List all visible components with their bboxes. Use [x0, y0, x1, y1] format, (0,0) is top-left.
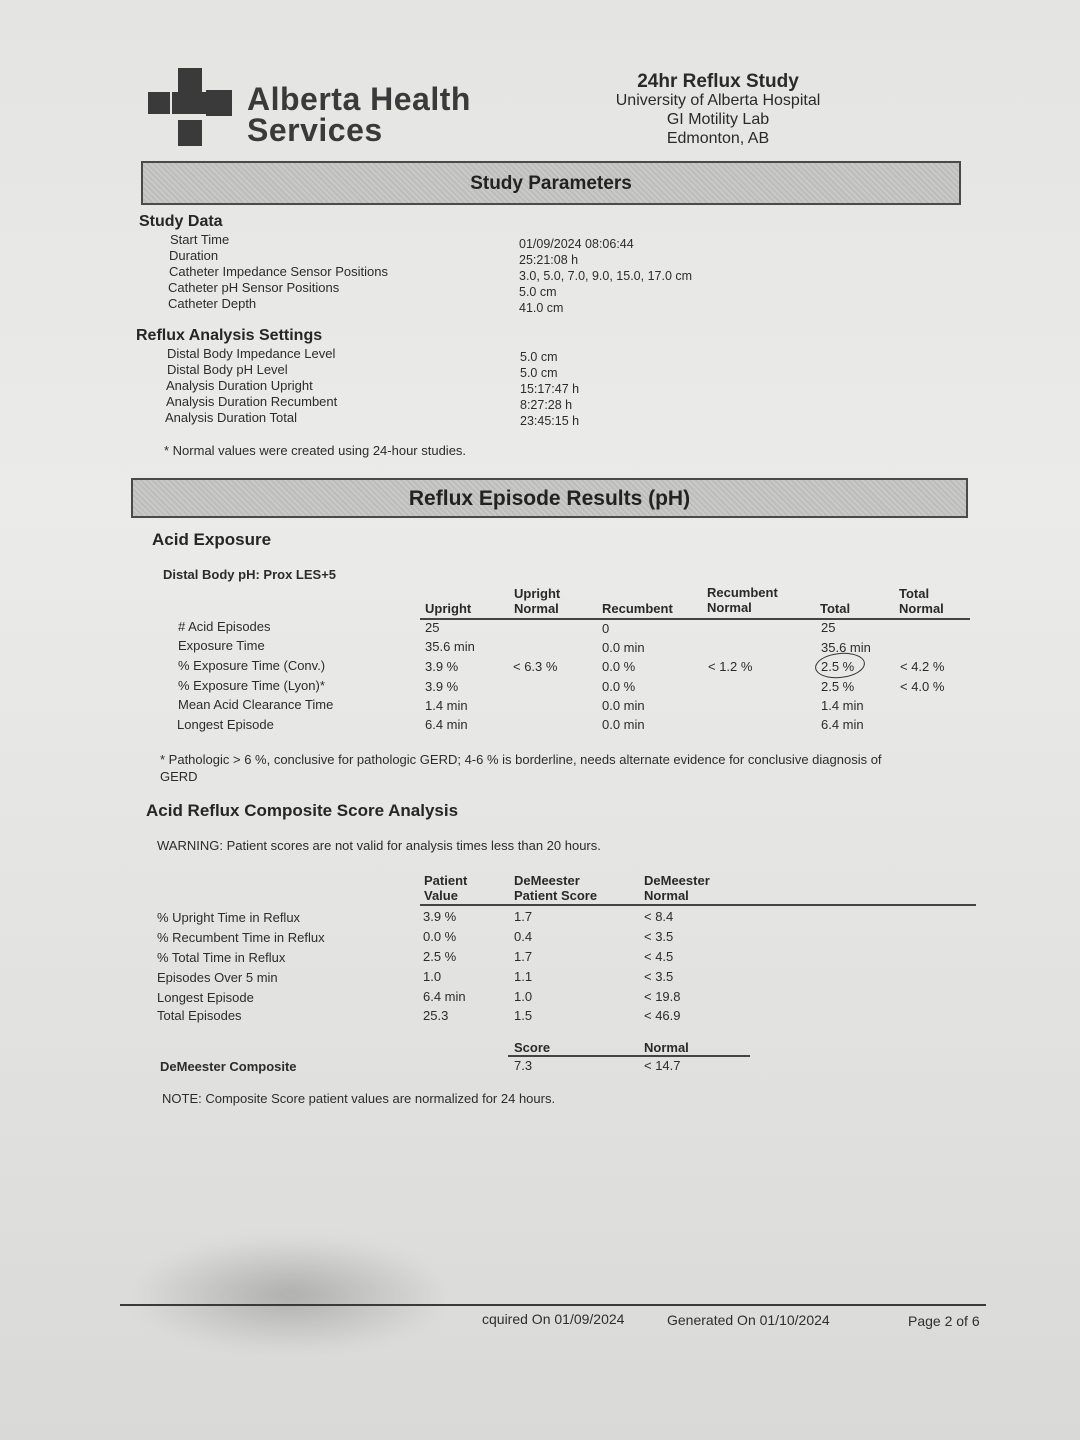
- composite-normal-header: Normal: [644, 1040, 689, 1055]
- col-recumbent: Recumbent: [602, 601, 673, 616]
- cell-total: 25: [821, 620, 836, 635]
- row-label: Mean Acid Clearance Time: [178, 697, 334, 712]
- footer-rule: [120, 1304, 986, 1306]
- cell-normal: < 46.9: [644, 1008, 681, 1023]
- cell-upright-normal: < 6.3 %: [513, 659, 558, 674]
- cell-total-normal: < 4.0 %: [900, 679, 945, 694]
- ph-sensor-label: Catheter pH Sensor Positions: [168, 280, 340, 295]
- cell-total: 1.4 min: [821, 698, 864, 713]
- cell-patient-score: 1.7: [514, 909, 533, 924]
- impedance-sensor-label: Catheter Impedance Sensor Positions: [169, 264, 388, 279]
- duration-total-value: 23:45:15 h: [520, 414, 580, 428]
- col-total: Total: [820, 601, 851, 616]
- cell-patient-score: 0.4: [514, 929, 533, 944]
- cell-recumbent: 0.0 min: [602, 717, 645, 732]
- col-demeester-score-line2: Patient Score: [514, 888, 598, 903]
- page-number: Page 2 of 6: [908, 1313, 980, 1329]
- cell-upright: 6.4 min: [425, 717, 468, 732]
- impedance-level-label: Distal Body Impedance Level: [167, 346, 336, 361]
- row-label: Episodes Over 5 min: [157, 970, 278, 985]
- study-parameters-band: Study Parameters: [141, 161, 961, 205]
- cell-recumbent: 0.0 min: [602, 640, 645, 655]
- col-total-normal-line2: Normal: [899, 601, 944, 616]
- normal-values-footnote: * Normal values were created using 24-hour studies.: [164, 443, 467, 458]
- col-patient-value: [424, 873, 467, 903]
- cell-total: 6.4 min: [821, 717, 864, 732]
- brand-line-2: Services: [247, 112, 383, 148]
- row-label: % Exposure Time (Conv.): [178, 658, 326, 673]
- report-header: [600, 72, 836, 148]
- distal-body-ph-label: Distal Body pH: Prox LES+5: [163, 567, 337, 582]
- cell-patient-value: 1.0: [423, 969, 442, 984]
- col-demeester-normal: [644, 873, 710, 903]
- ahs-logo-icon: [148, 68, 232, 146]
- settings-heading: Reflux Analysis Settings: [136, 327, 323, 344]
- catheter-depth-value: 41.0 cm: [519, 301, 564, 315]
- study-data-heading: Study Data: [139, 213, 223, 230]
- lab-location: Edmonton, AB: [666, 130, 770, 147]
- composite-header-rule: [420, 904, 976, 906]
- impedance-sensor-value: 3.0, 5.0, 7.0, 9.0, 15.0, 17.0 cm: [519, 269, 693, 283]
- ph-level-label: Distal Body pH Level: [167, 362, 288, 377]
- row-label: % Exposure Time (Lyon)*: [178, 678, 325, 693]
- duration-upright-label: Analysis Duration Upright: [166, 378, 313, 393]
- ph-sensor-value: 5.0 cm: [519, 285, 557, 299]
- cell-normal: < 19.8: [644, 989, 681, 1004]
- pathologic-footnote-line1: * Pathologic > 6 %, conclusive for pathologic GERD; 4-6 % is borderline, needs alternate evidence for conclusive diagnosis of: [160, 752, 882, 767]
- col-demeester-normal-line2: Normal: [644, 888, 689, 903]
- cell-recumbent: 0: [602, 621, 610, 636]
- composite-label: DeMeester Composite: [160, 1059, 297, 1074]
- col-patient-value-line2: Value: [424, 888, 458, 903]
- col-recumbent-normal-line2: Normal: [707, 600, 752, 615]
- ph-level-value: 5.0 cm: [520, 366, 558, 380]
- cell-patient-score: 1.1: [514, 969, 533, 984]
- col-upright-normal-line2: Normal: [514, 601, 559, 616]
- duration-recumbent-value: 8:27:28 h: [520, 398, 573, 412]
- duration-value: 25:21:08 h: [519, 253, 579, 267]
- col-recumbent-normal-line1: Recumbent: [707, 585, 778, 600]
- cell-recumbent-normal: < 1.2 %: [708, 659, 753, 674]
- brand-line-1: Alberta Health: [247, 81, 471, 117]
- col-total-normal-line1: Total: [899, 586, 930, 601]
- composite-warning: WARNING: Patient scores are not valid for analysis times less than 20 hours.: [157, 838, 601, 853]
- hospital-name: University of Alberta Hospital: [615, 92, 821, 109]
- cell-patient-value: 3.9 %: [423, 909, 457, 924]
- row-label: % Upright Time in Reflux: [157, 910, 301, 925]
- cell-total: 2.5 %: [821, 659, 855, 674]
- acid-exposure-heading: Acid Exposure: [152, 530, 272, 549]
- cell-upright: 35.6 min: [425, 639, 475, 654]
- start-time-value: 01/09/2024 08:06:44: [519, 237, 634, 251]
- col-recumbent-normal: [707, 585, 778, 615]
- col-total-normal: [899, 586, 944, 616]
- impedance-level-value: 5.0 cm: [520, 350, 558, 364]
- cell-upright: 3.9 %: [425, 679, 459, 694]
- composite-score-value: 7.3: [514, 1058, 533, 1073]
- reflux-results-band: Reflux Episode Results (pH): [131, 478, 968, 518]
- cell-total: 2.5 %: [821, 679, 855, 694]
- duration-upright-value: 15:17:47 h: [520, 382, 580, 396]
- cell-patient-score: 1.5: [514, 1008, 533, 1023]
- cell-normal: < 3.5: [644, 929, 674, 944]
- cell-patient-value: 25.3: [423, 1008, 449, 1023]
- cell-total: 35.6 min: [821, 640, 871, 655]
- table-header-rule: [420, 618, 970, 620]
- col-upright: Upright: [425, 601, 472, 616]
- catheter-depth-label: Catheter Depth: [168, 296, 257, 311]
- cell-recumbent: 0.0 min: [602, 698, 645, 713]
- duration-label: Duration: [169, 248, 219, 263]
- cell-patient-value: 2.5 %: [423, 949, 457, 964]
- cell-upright: 1.4 min: [425, 698, 468, 713]
- composite-normal-value: < 14.7: [644, 1058, 681, 1073]
- col-upright-normal: [514, 586, 560, 616]
- brand-name: [247, 81, 471, 148]
- row-label: Exposure Time: [178, 638, 265, 653]
- pathologic-footnote: [160, 751, 970, 785]
- row-label: Longest Episode: [177, 717, 274, 732]
- composite-summary-rule: [508, 1055, 750, 1057]
- col-upright-normal-line1: Upright: [514, 586, 561, 601]
- report-title: 24hr Reflux Study: [637, 71, 799, 92]
- col-demeester-normal-line1: DeMeester: [644, 873, 710, 888]
- col-patient-value-line1: Patient: [424, 873, 468, 888]
- cell-patient-value: 6.4 min: [423, 989, 466, 1004]
- row-label: % Total Time in Reflux: [157, 950, 286, 965]
- generated-on: Generated On 01/10/2024: [667, 1312, 830, 1328]
- composite-note: NOTE: Composite Score patient values are normalized for 24 hours.: [162, 1091, 556, 1106]
- start-time-label: Start Time: [170, 232, 230, 247]
- composite-heading: Acid Reflux Composite Score Analysis: [146, 801, 459, 820]
- col-demeester-score-line1: DeMeester: [514, 873, 580, 888]
- cell-recumbent: 0.0 %: [602, 679, 636, 694]
- pathologic-footnote-line2: GERD: [160, 769, 198, 784]
- acquired-on: cquired On 01/09/2024: [482, 1311, 625, 1327]
- redaction-smudge: [140, 1240, 440, 1350]
- cell-upright: 25: [425, 620, 440, 635]
- cell-patient-score: 1.7: [514, 949, 533, 964]
- row-label: Longest Episode: [157, 990, 254, 1005]
- cell-normal: < 4.5: [644, 949, 674, 964]
- cell-normal: < 3.5: [644, 969, 674, 984]
- row-label: % Recumbent Time in Reflux: [157, 930, 325, 945]
- cell-patient-value: 0.0 %: [423, 929, 457, 944]
- cell-recumbent: 0.0 %: [602, 659, 636, 674]
- duration-total-label: Analysis Duration Total: [165, 410, 297, 425]
- row-label: Total Episodes: [157, 1008, 242, 1023]
- row-label: # Acid Episodes: [178, 619, 271, 634]
- lab-name: GI Motility Lab: [666, 111, 770, 128]
- cell-patient-score: 1.0: [514, 989, 533, 1004]
- cell-normal: < 8.4: [644, 909, 674, 924]
- cell-upright: 3.9 %: [425, 659, 459, 674]
- col-demeester-score: [514, 873, 597, 903]
- composite-score-header: Score: [514, 1040, 551, 1055]
- duration-recumbent-label: Analysis Duration Recumbent: [166, 394, 338, 409]
- cell-total-normal: < 4.2 %: [900, 659, 945, 674]
